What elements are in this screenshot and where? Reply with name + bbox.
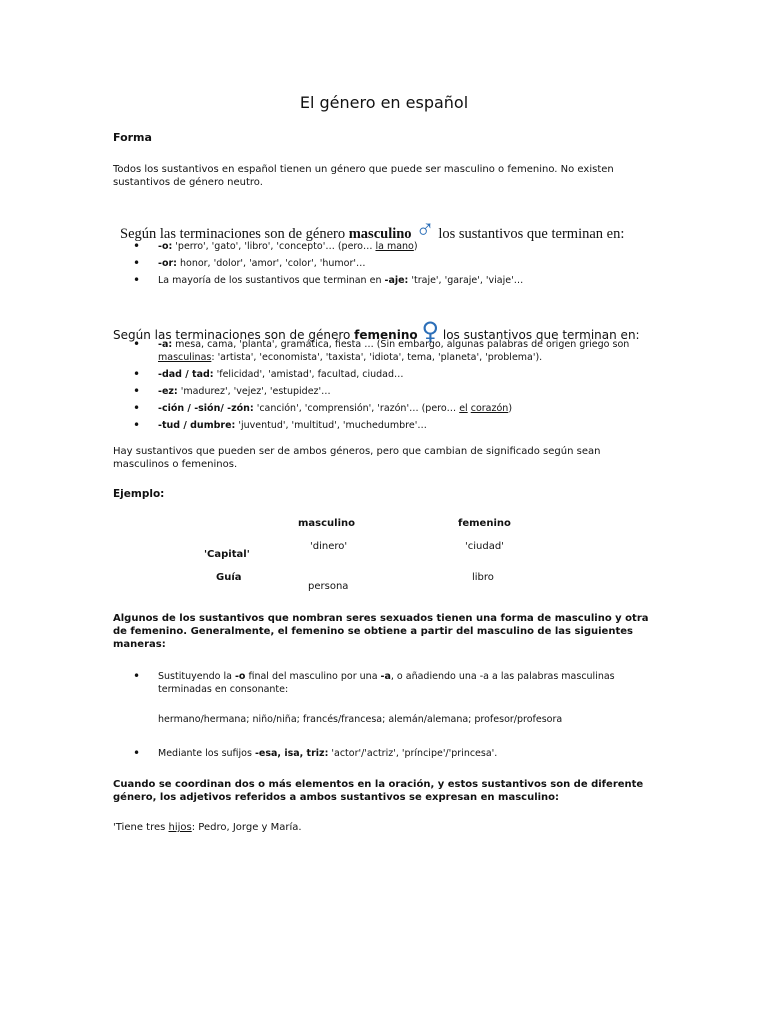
list-item: • -dad / tad: 'felicidad', 'amistad', facultad, ciudad… bbox=[113, 368, 653, 381]
list-item: • -ción / -sión/ -zón: 'canción', 'comprensión', 'razón'… (pero… el corazón) bbox=[113, 402, 653, 415]
table-row-label-guia: Guía bbox=[216, 572, 242, 583]
sexed-nouns-paragraph: Algunos de los sustantivos que nombran seres sexuados tienen una forma de masculino y otra de femenino. Generalmente, el femenino se obtiene a partir del masculino de las siguientes maneras: bbox=[113, 613, 649, 650]
feminine-line-after: los sustantivos que terminan en: bbox=[442, 328, 640, 342]
hijos-word: hijos bbox=[168, 822, 192, 833]
male-symbol-icon: ♂ bbox=[415, 215, 435, 244]
masculine-line-after: los sustantivos que terminan en: bbox=[438, 226, 625, 242]
masculine-line-before: Según las terminaciones son de género bbox=[120, 226, 349, 242]
formation-list-2 bbox=[113, 747, 653, 764]
final-example-line: 'Tiene tres hijos: Pedro, Jorge y María. bbox=[113, 822, 302, 833]
feminine-line-before: Según las terminaciones son de género bbox=[113, 328, 355, 342]
table-header-masculino: masculino bbox=[298, 518, 356, 529]
table-cell-guia-fem: libro bbox=[472, 572, 494, 583]
table-row-label-capital: 'Capital' bbox=[204, 549, 250, 560]
masculine-endings-list bbox=[113, 240, 653, 291]
feminine-endings-list bbox=[113, 338, 653, 436]
list-item: • -a: mesa, cama, 'planta', gramática, fiesta … (Sin embargo, algunas palabras de origen griego son masculinas: 'artista', 'economista', 'taxista', 'idiota', tema, 'planeta', 'problema'). bbox=[113, 338, 653, 364]
both-genders-paragraph: Hay sustantivos que pueden ser de ambos géneros, pero que cambian de significado según sean masculinos o femeninos. bbox=[113, 446, 601, 470]
intro-paragraph: Todos los sustantivos en español tienen un género que puede ser masculino o femenino. No existen sustantivos de género neutro. bbox=[113, 164, 614, 188]
masculine-word: masculino bbox=[348, 226, 412, 242]
feminine-word: femenino bbox=[354, 328, 418, 342]
list-item: • -o: 'perro', 'gato', 'libro', 'concepto'… (pero… la mano) bbox=[113, 240, 653, 253]
coordination-paragraph: Cuando se coordinan dos o más elementos en la oración, y estos sustantivos son de diferente género, los adjetivos referidos a ambos sustantivos se expresan en masculino: bbox=[113, 779, 644, 803]
table-header-femenino: femenino bbox=[458, 518, 511, 529]
female-symbol-icon: ♀ bbox=[421, 317, 440, 345]
list-item: • -ez: 'madurez', 'vejez', 'estupidez'… bbox=[113, 385, 653, 398]
list-item: • -tud / dumbre: 'juventud', 'multitud', 'muchedumbre'… bbox=[113, 419, 653, 432]
list-item: • La mayoría de los sustantivos que terminan en -aje: 'traje', 'garaje', 'viaje'… bbox=[113, 274, 653, 287]
example-heading: Ejemplo: bbox=[113, 488, 165, 500]
table-cell-capital-masc: 'dinero' bbox=[310, 541, 348, 552]
list-item: • Sustituyendo la -o final del masculino por una -a, o añadiendo una -a a las palabras masculinas terminadas en consonante: bbox=[113, 670, 653, 696]
section-heading-forma: Forma bbox=[113, 131, 152, 144]
list-item: • -or: honor, 'dolor', 'amor', 'color', 'humor'… bbox=[113, 257, 653, 270]
list-item: • Mediante los sufijos -esa, isa, triz: 'actor'/'actriz', 'príncipe'/'princesa'. bbox=[113, 747, 653, 760]
examples-line: hermano/hermana; niño/niña; francés/francesa; alemán/alemana; profesor/profesora bbox=[158, 714, 563, 725]
formation-list-1 bbox=[113, 670, 653, 700]
table-cell-guia-masc: persona bbox=[308, 581, 349, 592]
table-cell-capital-fem: 'ciudad' bbox=[465, 541, 504, 552]
page-title: El género en español bbox=[299, 93, 469, 112]
